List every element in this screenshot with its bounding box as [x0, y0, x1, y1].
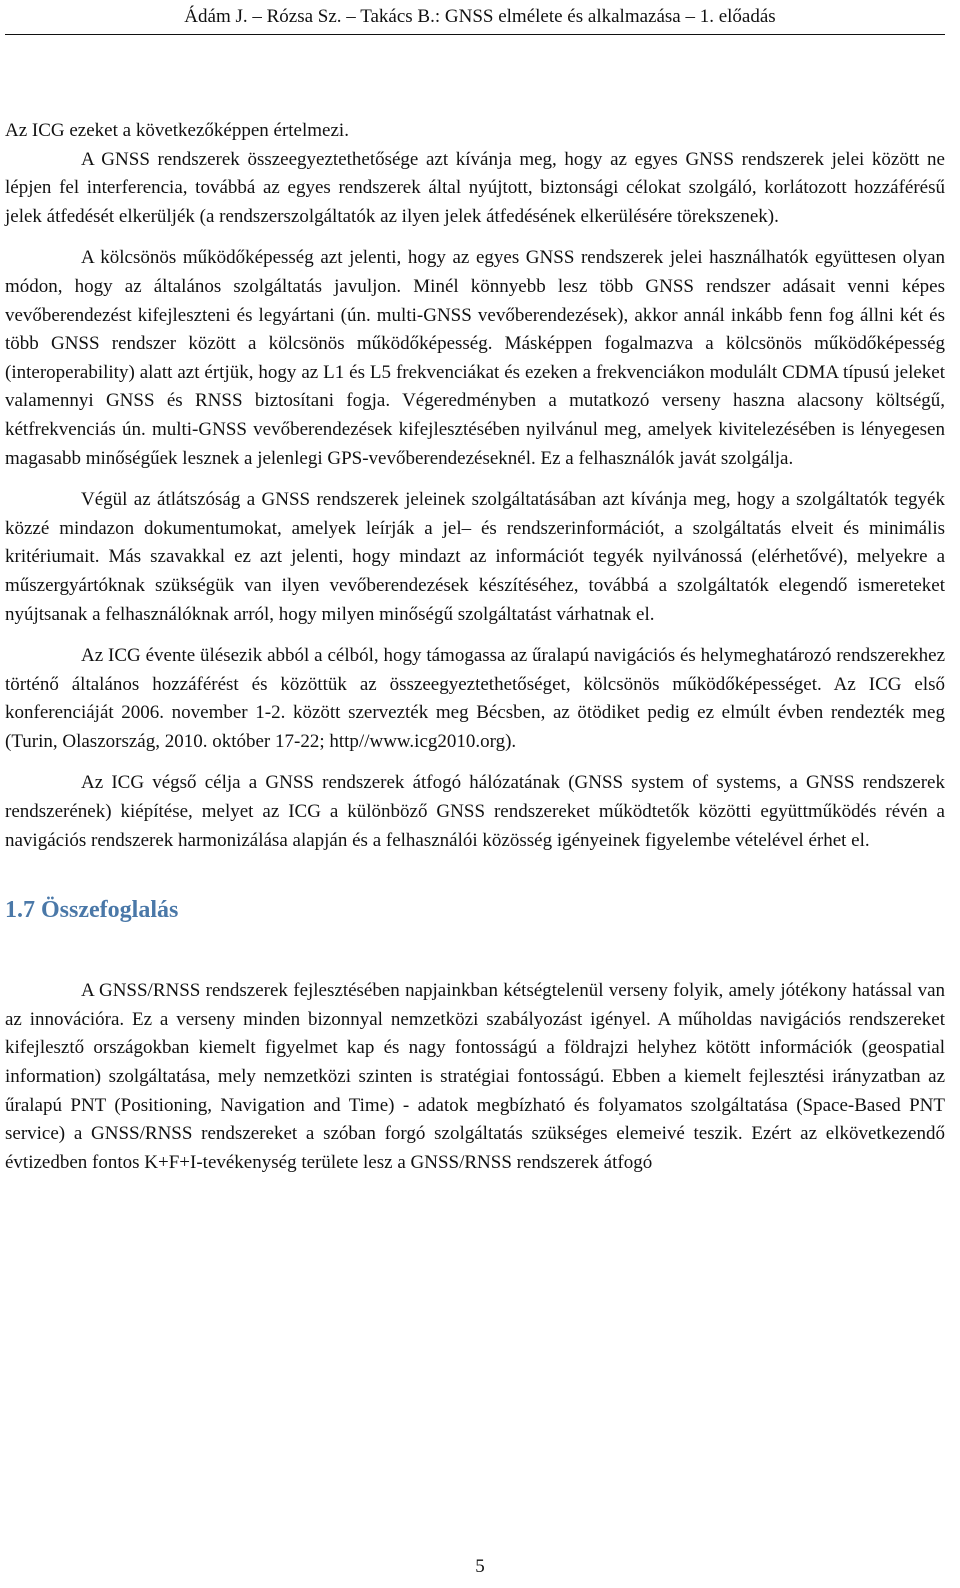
- paragraph-compatibility: A GNSS rendszerek összeegyeztethetősége azt kívánja meg, hogy az egyes GNSS rendszerek jelei között ne lépjen fel interferencia, továbbá az egyes rendszerek által nyújtott, biztonsági célokat szolgáló, korlátozott hozzáférésű jelek átfedését elkerüljék (a rendszerszolgáltatók az ilyen jelek átfedésének elkerülésére törekszenek).: [5, 148, 945, 227]
- paragraph-icg-meetings: Az ICG évente ülésezik abból a célból, hogy támogassa az űralapú navigációs és helymeghatározó rendszerekhez történő általános hozzáférést és közöttük az összeegyeztethetőséget, kölcsönös működőképességet. Az ICG első konferenciáját 2006. november 1-2. között szervezték meg Bécsben, az ötödiket pedig ez elmúlt évben rendezték meg (Turin, Olaszország, 2010. október 17-22; http//www.icg2010.org).: [5, 645, 945, 752]
- intro-line: Az ICG ezeket a következőképpen értelmezi.: [5, 120, 349, 141]
- running-header: Ádám J. – Rózsa Sz. – Takács B.: GNSS elmélete és alkalmazása – 1. előadás: [184, 6, 776, 27]
- paragraph-interoperability: A kölcsönös működőképesség azt jelenti, hogy az egyes GNSS rendszerek jelei használhatók együttesen olyan módon, hogy az általános szolgáltatás javuljon. Minél könnyebb lesz több GNSS rendszer adásait venni képes vevőberendezést kifejleszteni és legyártani (ún. multi-GNSS vevőberendezések), akkor annál inkább fenn fog állni két és több GNSS rendszer között a kölcsönös működőképesség. Másképpen fogalmazva a kölcsönös működőképesség (interoperability) alatt azt értjük, hogy az L1 és L5 frekvenciákat és ezeken a frekvenciákon modulált CDMA típusú jeleket valamennyi GNSS és RNSS biztosítani fogja. Végeredményben a mutatkozó verseny haszna alacsony költségű, kétfrekvenciás ún. multi-GNSS vevőberendezések kifejlesztésében nyilvánul meg, amelyek kivitelezésében is lényegesen magasabb minőségűek lesznek a jelenlegi GPS-vevőberendezéseknél. Ez a felhasználók javát szolgálja.: [5, 247, 945, 469]
- paragraph-icg-goal: Az ICG végső célja a GNSS rendszerek átfogó hálózatának (GNSS system of systems, a GNSS rendszerek rendszerének) kiépítése, melyet az ICG a különböző GNSS rendszereket működtetők közötti együttműködés révén a navigációs rendszerek harmonizálása alapján és a felhasználói közösség igényeinek figyelembe vételével érhet el.: [5, 772, 945, 851]
- page-number: 5: [475, 1556, 485, 1577]
- section-heading: 1.7 Összefoglalás: [5, 897, 179, 924]
- paragraph-transparency: Végül az átlátszóság a GNSS rendszerek jeleinek szolgáltatásában azt kívánja meg, hogy a szolgáltatók tegyék közzé mindazon dokumentumokat, amelyek leírják a jel– és rendszerinformációt, a szolgáltatás elveit és minimális kritériumait. Más szavakkal ez azt jelenti, hogy mindazt az információt tegyék nyilvánossá (elérhetővé), melyekre a műszergyártóknak szükségük van ilyen vevőberendezések készítéséhez, továbbá a szolgáltatók elegendő ismereteket nyújtsanak a felhasználóknak arról, hogy milyen minőségű szolgáltatást várhatnak el.: [5, 489, 945, 625]
- header-divider: [5, 34, 945, 35]
- paragraph-summary: A GNSS/RNSS rendszerek fejlesztésében napjainkban kétségtelenül verseny folyik, amely jótékony hatással van az innovációra. Ez a verseny minden bizonnyal nemzetközi szabályozást igényel. A műholdas navigációs rendszereket kifejlesztő országokban kiemelt figyelmet kap és nagy fontosságú a földrajzi helyhez kötött információk (geospatial information) szolgáltatása, mely nemzetközi szinten is stratégiai fontosságú. Ebben a kiemelt fejlesztési irányzatban az űralapú PNT (Positioning, Navigation and Time) - adatok megbízható és folyamatos szolgáltatása (Space-Based PNT service) a GNSS/RNSS rendszereket a szóban forgó szolgáltatás szükséges elemeivé teszik. Ezért az elkövetkezendő évtizedben fontos K+F+I-tevékenység területe lesz a GNSS/RNSS rendszerek átfogó: [5, 980, 945, 1173]
- document-body: [5, 117, 945, 1177]
